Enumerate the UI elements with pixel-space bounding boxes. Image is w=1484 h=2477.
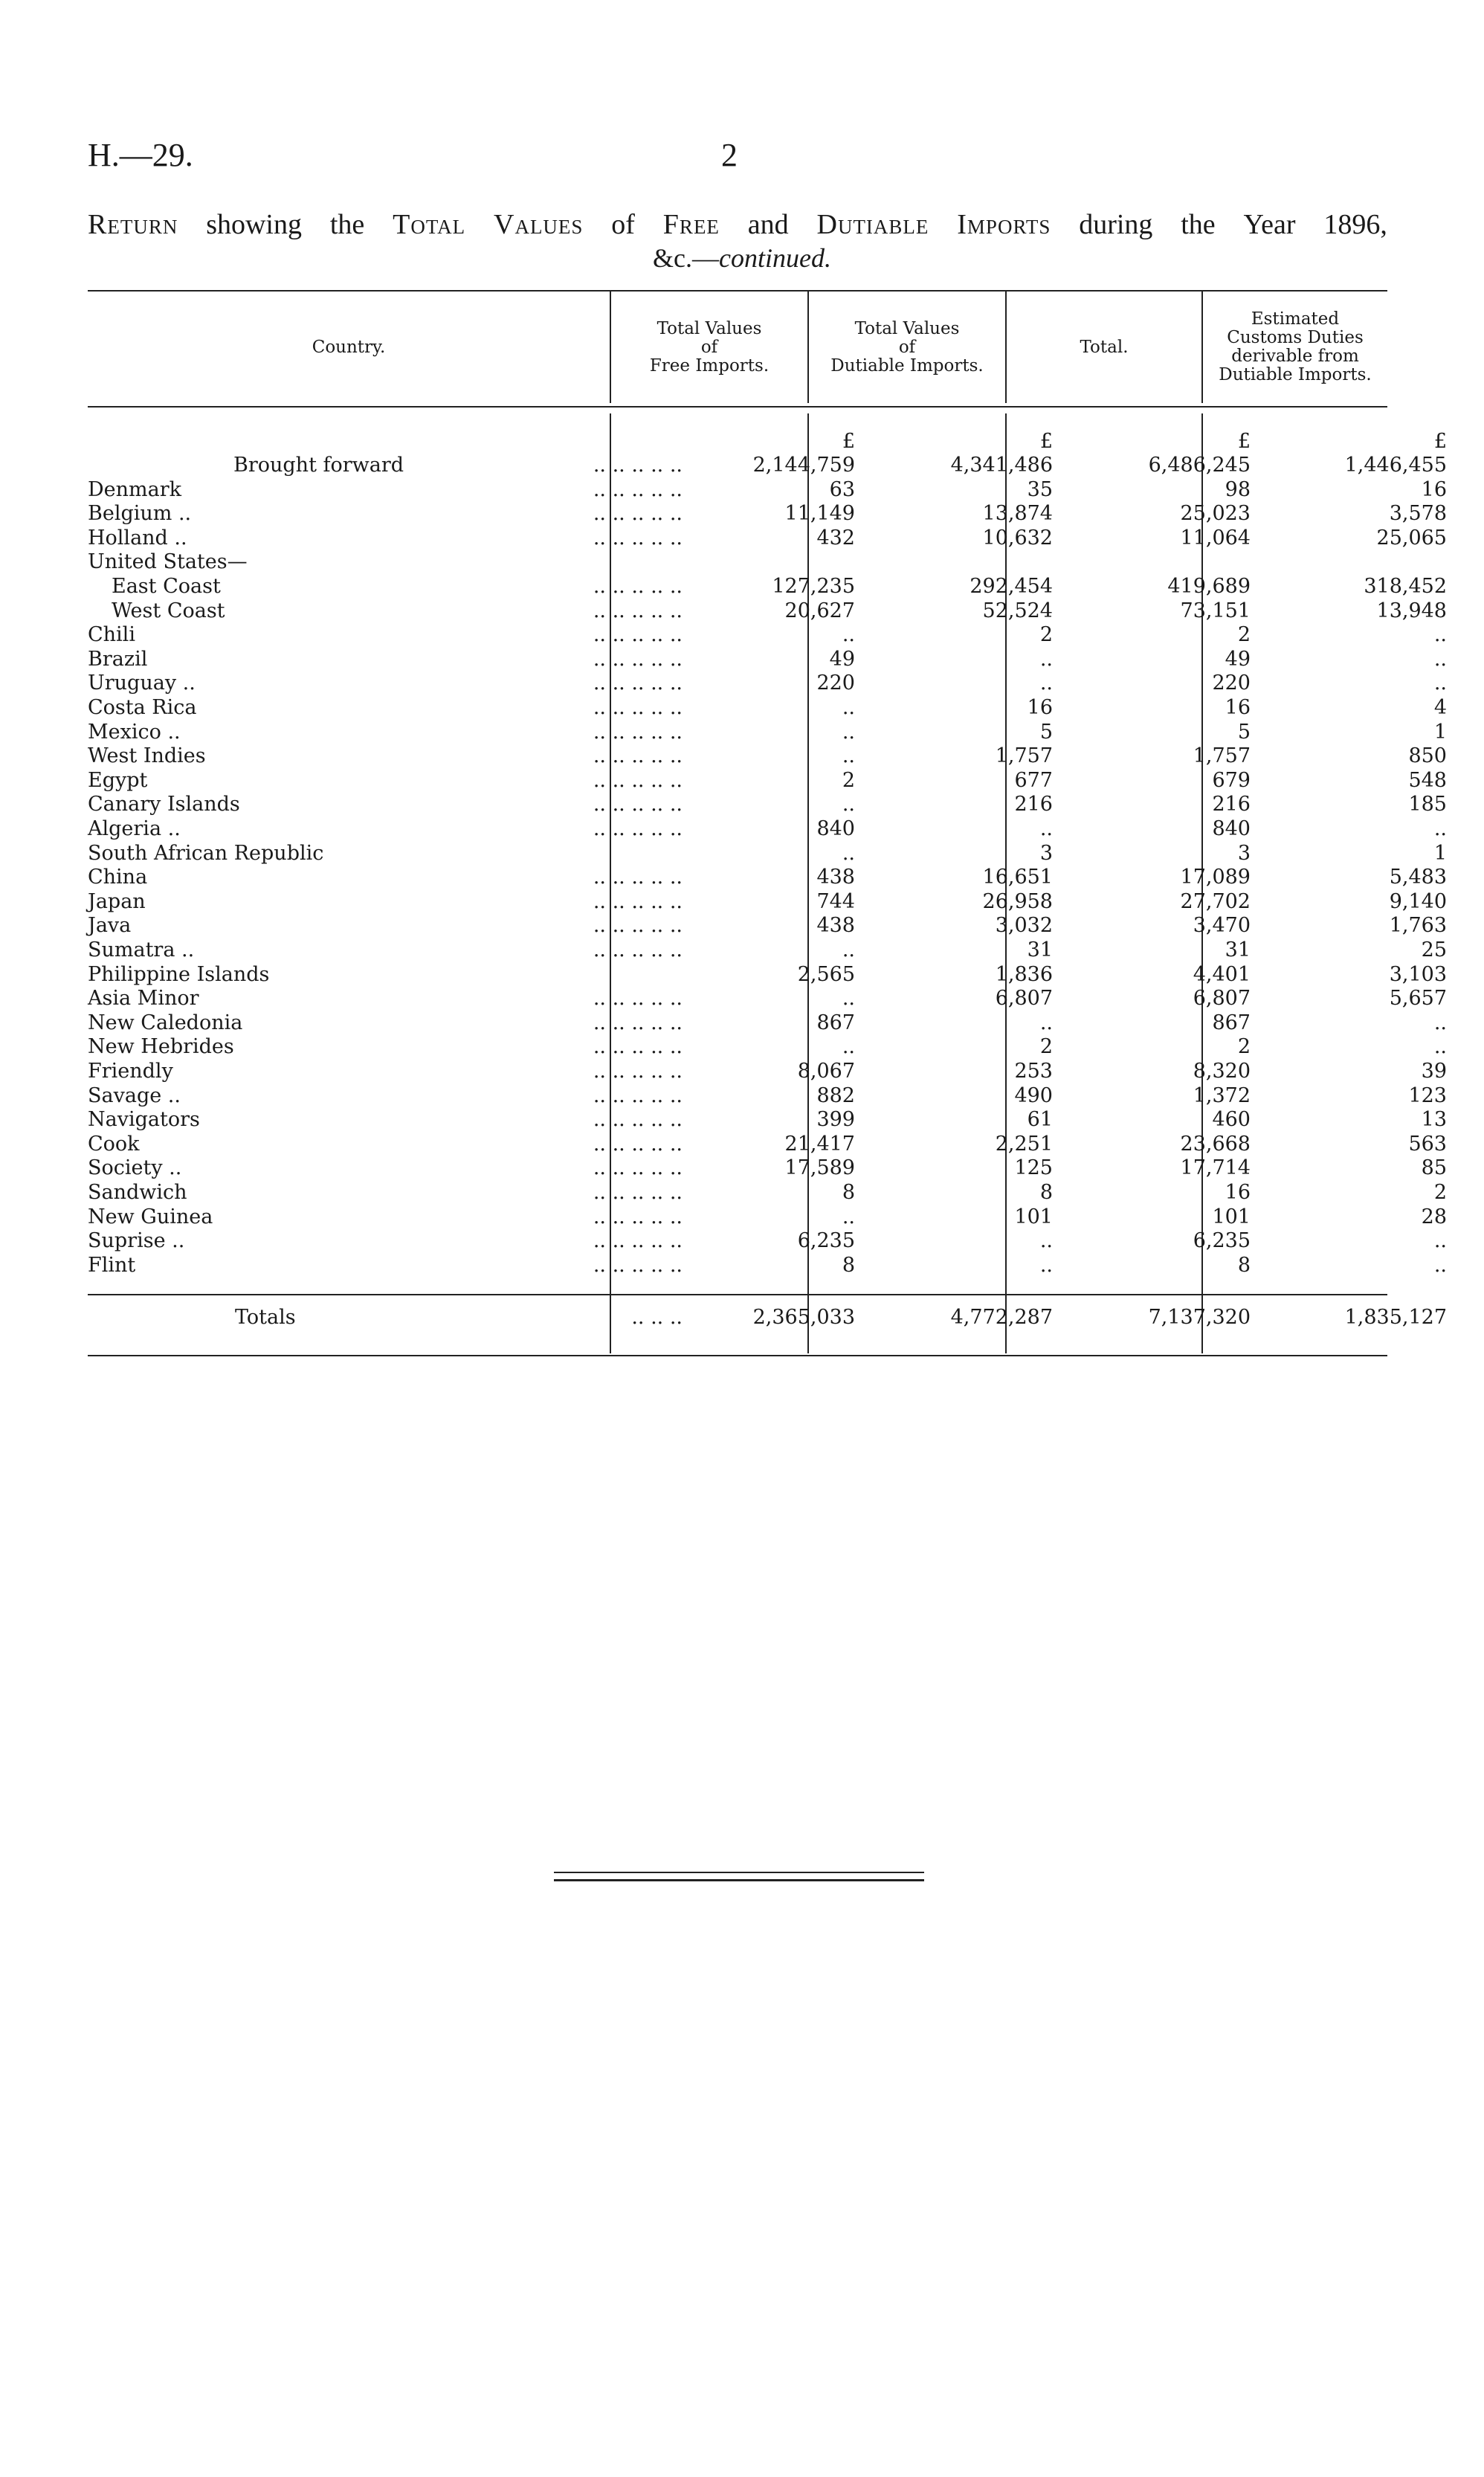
title-word: Total <box>393 209 466 240</box>
header-total-label: Total. <box>1080 337 1129 357</box>
page-number: 2 <box>721 137 738 173</box>
row-total: 8 <box>1237 1254 1251 1277</box>
row-duties: .. <box>1433 817 1447 840</box>
table-row <box>88 744 1447 768</box>
row-country: Mexico .. <box>88 721 181 744</box>
table-row <box>88 769 1447 793</box>
row-duties: 25,065 <box>1376 526 1447 550</box>
row-free: .. <box>842 623 855 646</box>
row-leader: .. .. .. .. .. <box>593 671 683 695</box>
row-country: New Caledonia <box>88 1011 243 1034</box>
title-word: Dutiable <box>816 209 929 240</box>
row-leader: .. .. .. .. .. <box>593 526 683 550</box>
row-leader: .. .. .. .. .. <box>593 623 683 646</box>
row-total: 216 <box>1212 793 1251 816</box>
row-free: 49 <box>829 648 855 671</box>
row-free: 8 <box>842 1254 855 1277</box>
row-duties: 13 <box>1421 1108 1447 1131</box>
totals-top-rule <box>88 1294 1387 1295</box>
table-row <box>88 963 1447 987</box>
currency-row <box>88 430 1447 454</box>
table-subtitle <box>0 242 1484 274</box>
row-dutiable: 1,836 <box>995 963 1053 986</box>
title-word: Imports <box>957 209 1051 240</box>
totals-leader: .. .. .. <box>631 1306 683 1329</box>
table-row <box>88 1229 1447 1253</box>
row-country: Brazil <box>88 648 148 671</box>
header-dutiable-imports <box>809 291 1005 403</box>
row-dutiable: 6,807 <box>995 987 1053 1010</box>
row-duties: .. <box>1433 1229 1447 1252</box>
row-dutiable: 3,032 <box>995 914 1053 937</box>
row-free: 2 <box>842 769 855 792</box>
header-free-line3: Free Imports. <box>649 355 770 376</box>
table-bottom-rule <box>88 1355 1387 1356</box>
row-free: 438 <box>816 914 855 937</box>
row-country: Egypt <box>88 769 148 792</box>
row-leader: .. .. .. .. .. <box>593 1229 683 1252</box>
table-row <box>88 793 1447 816</box>
table-row <box>88 575 1447 599</box>
row-leader: .. .. .. .. .. <box>593 1133 683 1156</box>
row-dutiable: 490 <box>1014 1084 1053 1107</box>
table-row <box>88 721 1447 744</box>
header-est-line1: Estimated <box>1251 309 1340 329</box>
row-free: 867 <box>816 1011 855 1034</box>
row-dutiable: 10,632 <box>982 526 1053 550</box>
row-country: Canary Islands <box>88 793 240 816</box>
row-dutiable: 2 <box>1039 1035 1053 1058</box>
row-free: 17,589 <box>784 1156 855 1179</box>
row-duties: 123 <box>1408 1084 1447 1107</box>
row-free: .. <box>842 1205 855 1228</box>
row-free: .. <box>842 696 855 719</box>
table-row <box>88 478 1447 502</box>
row-country: Navigators <box>88 1108 200 1131</box>
row-free: 438 <box>816 866 855 889</box>
table-row <box>88 1254 1447 1278</box>
header-est-line2: Customs Duties <box>1227 328 1364 347</box>
row-duties: 16 <box>1421 478 1447 501</box>
row-leader: .. .. .. .. .. <box>593 478 683 501</box>
row-country: Belgium .. <box>88 502 192 525</box>
row-total: 419,689 <box>1167 575 1251 598</box>
row-leader: .. .. .. .. .. <box>593 769 683 792</box>
row-duties: 9,140 <box>1389 890 1447 913</box>
title-word: Year <box>1243 209 1296 240</box>
title-word: the <box>1181 209 1216 240</box>
ornament-rule-top <box>554 1872 924 1873</box>
row-free: 63 <box>829 478 855 501</box>
subtitle-continued: continued. <box>719 243 831 273</box>
row-free: 20,627 <box>784 599 855 622</box>
row-country: Holland .. <box>88 526 187 550</box>
row-leader: .. .. .. .. .. <box>593 454 683 477</box>
row-leader: .. .. .. .. .. <box>593 1060 683 1083</box>
row-leader: .. .. .. .. .. <box>593 1254 683 1277</box>
header-free-line2: of <box>700 337 718 357</box>
row-dutiable: 52,524 <box>982 599 1053 622</box>
table-row <box>88 1205 1447 1229</box>
header-bottom-rule <box>88 406 1387 408</box>
table-row <box>88 817 1447 841</box>
row-total: 17,089 <box>1180 866 1251 889</box>
header-country <box>88 291 610 403</box>
row-leader: .. .. .. .. .. <box>593 1205 683 1228</box>
header-free-imports <box>611 291 807 403</box>
row-duties: 4 <box>1433 696 1447 719</box>
row-total: 98 <box>1225 478 1251 501</box>
title-word: Free <box>662 209 720 240</box>
row-leader: .. .. .. .. .. <box>593 1181 683 1204</box>
row-country: Cook <box>88 1133 140 1156</box>
row-dutiable: .. <box>1039 1011 1053 1034</box>
row-country: Costa Rica <box>88 696 197 719</box>
row-leader: .. .. .. .. .. <box>593 1156 683 1179</box>
row-total: 11,064 <box>1180 526 1251 550</box>
row-total: 2 <box>1237 623 1251 646</box>
title-word: and <box>747 209 789 240</box>
row-leader: .. .. .. .. .. <box>593 599 683 622</box>
table-row <box>88 1181 1447 1205</box>
row-total: 27,702 <box>1180 890 1251 913</box>
row-country: Sandwich <box>88 1181 187 1204</box>
row-total: 31 <box>1225 938 1251 962</box>
row-free: 432 <box>816 526 855 550</box>
row-country: Sumatra .. <box>88 938 195 962</box>
header-est-line4: Dutiable Imports. <box>1219 365 1372 384</box>
row-dutiable: 26,958 <box>982 890 1053 913</box>
row-leader: .. .. .. .. .. <box>593 890 683 913</box>
table-row <box>88 502 1447 526</box>
row-country: China <box>88 866 148 889</box>
header-dutiable-line2: of <box>898 337 916 357</box>
table-row <box>88 1011 1447 1035</box>
row-country: Uruguay .. <box>88 671 196 695</box>
row-free: 882 <box>816 1084 855 1107</box>
row-country: South African Republic <box>88 842 324 865</box>
currency-duties: £ <box>1433 430 1447 453</box>
row-leader: .. .. .. .. .. <box>593 1035 683 1058</box>
row-free: 2,144,759 <box>752 454 855 477</box>
row-free: .. <box>842 793 855 816</box>
row-country: Java <box>88 914 132 937</box>
row-dutiable: 2 <box>1039 623 1053 646</box>
row-leader: .. .. .. .. .. <box>593 502 683 525</box>
row-free: 2,565 <box>797 963 855 986</box>
row-dutiable: 101 <box>1014 1205 1053 1228</box>
ornament-rule-bottom <box>554 1879 924 1881</box>
table-row <box>88 1108 1447 1132</box>
row-free: 744 <box>816 890 855 913</box>
row-total: 220 <box>1212 671 1251 695</box>
row-total: 679 <box>1212 769 1251 792</box>
row-free: 127,235 <box>772 575 855 598</box>
table-row <box>88 842 1447 866</box>
row-duties: 318,452 <box>1364 575 1447 598</box>
table-row <box>88 866 1447 889</box>
title-word: showing <box>206 209 302 240</box>
row-leader: .. .. .. .. .. <box>593 744 683 767</box>
row-total: 6,807 <box>1193 987 1251 1010</box>
title-word: during <box>1079 209 1153 240</box>
row-dutiable: 61 <box>1027 1108 1053 1131</box>
row-duties: 3,578 <box>1389 502 1447 525</box>
row-total: 4,401 <box>1193 963 1251 986</box>
row-free: 399 <box>816 1108 855 1131</box>
row-dutiable: 4,341,486 <box>950 454 1053 477</box>
row-duties: 13,948 <box>1376 599 1447 622</box>
row-total: 101 <box>1212 1205 1251 1228</box>
row-leader: .. .. .. .. .. <box>593 938 683 962</box>
row-total: 1,372 <box>1193 1084 1251 1107</box>
row-dutiable: .. <box>1039 1254 1053 1277</box>
table-row <box>88 526 1447 550</box>
row-dutiable: .. <box>1039 1229 1053 1252</box>
row-free: .. <box>842 1035 855 1058</box>
row-dutiable: .. <box>1039 648 1053 671</box>
table-row <box>88 1084 1447 1108</box>
row-total: 867 <box>1212 1011 1251 1034</box>
row-dutiable: 125 <box>1014 1156 1053 1179</box>
row-country: East Coast <box>112 575 221 598</box>
row-free: .. <box>842 987 855 1010</box>
title-word: Return <box>88 209 178 240</box>
row-country: Algeria .. <box>88 817 181 840</box>
row-dutiable: .. <box>1039 817 1053 840</box>
row-country: West Coast <box>112 599 225 622</box>
row-dutiable: 31 <box>1027 938 1053 962</box>
row-duties: 850 <box>1408 744 1447 767</box>
row-dutiable: 253 <box>1014 1060 1053 1083</box>
row-duties: 5,483 <box>1389 866 1447 889</box>
row-country: Philippine Islands <box>88 963 270 986</box>
row-duties: 5,657 <box>1389 987 1447 1010</box>
row-dutiable: 3 <box>1039 842 1053 865</box>
row-total: 3,470 <box>1193 914 1251 937</box>
row-duties: 3,103 <box>1389 963 1447 986</box>
row-leader: .. .. .. .. .. <box>593 1011 683 1034</box>
header-est-line3: derivable from <box>1231 347 1359 366</box>
row-duties: 85 <box>1421 1156 1447 1179</box>
row-country: Suprise .. <box>88 1229 185 1252</box>
row-country: Asia Minor <box>88 987 199 1010</box>
row-total: 8,320 <box>1193 1060 1251 1083</box>
row-duties: 28 <box>1421 1205 1447 1228</box>
row-country: Flint <box>88 1254 136 1277</box>
header-dutiable-line1: Total Values <box>854 318 960 338</box>
table-row <box>88 890 1447 914</box>
row-leader: .. .. .. .. .. <box>593 914 683 937</box>
row-leader: .. .. .. .. .. <box>593 793 683 816</box>
row-duties: 2 <box>1433 1181 1447 1204</box>
row-total: 6,235 <box>1193 1229 1251 1252</box>
row-dutiable: 292,454 <box>970 575 1053 598</box>
totals-dutiable: 4,772,287 <box>950 1306 1053 1329</box>
row-country: Brought forward <box>233 454 404 477</box>
row-leader: .. .. .. .. .. <box>593 866 683 889</box>
row-dutiable: 2,251 <box>995 1133 1053 1156</box>
row-free: 8 <box>842 1181 855 1204</box>
row-country: Japan <box>88 890 146 913</box>
row-total: 16 <box>1225 1181 1251 1204</box>
row-total: 3 <box>1237 842 1251 865</box>
table-row <box>88 671 1447 695</box>
row-leader: .. .. .. .. .. <box>593 648 683 671</box>
table-row <box>88 454 1447 477</box>
row-duties: 1,763 <box>1389 914 1447 937</box>
table-row <box>88 550 1387 574</box>
table-row <box>88 1060 1447 1083</box>
row-duties: 1 <box>1433 842 1447 865</box>
row-leader: .. .. .. .. .. <box>593 987 683 1010</box>
row-total: 840 <box>1212 817 1251 840</box>
row-country: New Guinea <box>88 1205 213 1228</box>
currency-total: £ <box>1237 430 1251 453</box>
row-dutiable: 216 <box>1014 793 1053 816</box>
row-duties: .. <box>1433 671 1447 695</box>
row-free: 21,417 <box>784 1133 855 1156</box>
row-dutiable: .. <box>1039 671 1053 695</box>
row-total: 49 <box>1225 648 1251 671</box>
row-duties: .. <box>1433 648 1447 671</box>
row-country: United States— <box>88 550 248 573</box>
row-leader: .. .. .. .. .. <box>593 575 683 598</box>
totals-row <box>88 1306 1447 1330</box>
title-word: 1896, <box>1323 209 1387 240</box>
row-total: 6,486,245 <box>1148 454 1251 477</box>
row-free: .. <box>842 744 855 767</box>
header-total <box>1007 291 1201 403</box>
row-country: Friendly <box>88 1060 173 1083</box>
row-total: 16 <box>1225 696 1251 719</box>
row-dutiable: 5 <box>1039 721 1053 744</box>
row-dutiable: 16,651 <box>982 866 1053 889</box>
row-dutiable: 8 <box>1039 1181 1053 1204</box>
subtitle-prefix: &c.— <box>653 243 719 273</box>
row-dutiable: 16 <box>1027 696 1053 719</box>
header-estimated-duties <box>1203 291 1387 403</box>
row-dutiable: 677 <box>1014 769 1053 792</box>
row-country: West Indies <box>88 744 206 767</box>
document-id: H.—29. <box>88 137 193 173</box>
row-leader: .. .. .. .. .. <box>593 1108 683 1131</box>
row-free: .. <box>842 938 855 962</box>
currency-free: £ <box>842 430 855 453</box>
header-country-label: Country. <box>312 337 386 357</box>
table-row <box>88 1156 1447 1180</box>
row-dutiable: 1,757 <box>995 744 1053 767</box>
table-row <box>88 987 1447 1011</box>
row-total: 25,023 <box>1180 502 1251 525</box>
header-dutiable-line3: Dutiable Imports. <box>830 355 984 376</box>
row-duties: 1,446,455 <box>1344 454 1447 477</box>
row-leader: .. .. .. .. .. <box>593 817 683 840</box>
row-country: New Hebrides <box>88 1035 234 1058</box>
row-dutiable: 35 <box>1027 478 1053 501</box>
row-country: Society .. <box>88 1156 182 1179</box>
row-total: 17,714 <box>1180 1156 1251 1179</box>
row-country: Denmark <box>88 478 181 501</box>
currency-dutiable: £ <box>1039 430 1053 453</box>
row-dutiable: 13,874 <box>982 502 1053 525</box>
table-row <box>88 648 1447 671</box>
row-duties: .. <box>1433 623 1447 646</box>
row-free: 220 <box>816 671 855 695</box>
row-duties: 1 <box>1433 721 1447 744</box>
row-duties: 563 <box>1408 1133 1447 1156</box>
header-free-line1: Total Values <box>656 318 762 338</box>
table-row <box>88 623 1447 647</box>
title-word: Values <box>494 209 584 240</box>
row-duties: 548 <box>1408 769 1447 792</box>
row-leader: .. .. .. .. .. <box>593 1084 683 1107</box>
row-leader: .. .. .. .. .. <box>593 721 683 744</box>
row-free: 6,235 <box>797 1229 855 1252</box>
row-duties: .. <box>1433 1035 1447 1058</box>
row-total: 2 <box>1237 1035 1251 1058</box>
row-duties: 185 <box>1408 793 1447 816</box>
row-total: 1,757 <box>1193 744 1251 767</box>
table-title <box>88 208 1387 241</box>
row-free: 11,149 <box>784 502 855 525</box>
row-duties: .. <box>1433 1011 1447 1034</box>
row-free: 840 <box>816 817 855 840</box>
table-row <box>88 599 1447 623</box>
totals-total: 7,137,320 <box>1148 1306 1251 1329</box>
totals-duties: 1,835,127 <box>1344 1306 1447 1329</box>
title-word: the <box>329 209 365 240</box>
row-free: .. <box>842 721 855 744</box>
row-total: 5 <box>1237 721 1251 744</box>
table-row <box>88 1035 1447 1059</box>
row-free: 8,067 <box>797 1060 855 1083</box>
row-leader: .. .. .. .. .. <box>593 696 683 719</box>
row-total: 460 <box>1212 1108 1251 1131</box>
table-row <box>88 914 1447 938</box>
totals-label: Totals <box>235 1306 296 1329</box>
row-duties: 25 <box>1421 938 1447 962</box>
table-row <box>88 696 1447 720</box>
title-word: of <box>611 209 635 240</box>
row-country: Chili <box>88 623 135 646</box>
table-row <box>88 1133 1447 1156</box>
row-country: Savage .. <box>88 1084 181 1107</box>
row-duties: 39 <box>1421 1060 1447 1083</box>
row-total: 73,151 <box>1180 599 1251 622</box>
row-free: .. <box>842 842 855 865</box>
totals-free: 2,365,033 <box>752 1306 855 1329</box>
table-row <box>88 938 1447 962</box>
row-duties: .. <box>1433 1254 1447 1277</box>
row-total: 23,668 <box>1180 1133 1251 1156</box>
